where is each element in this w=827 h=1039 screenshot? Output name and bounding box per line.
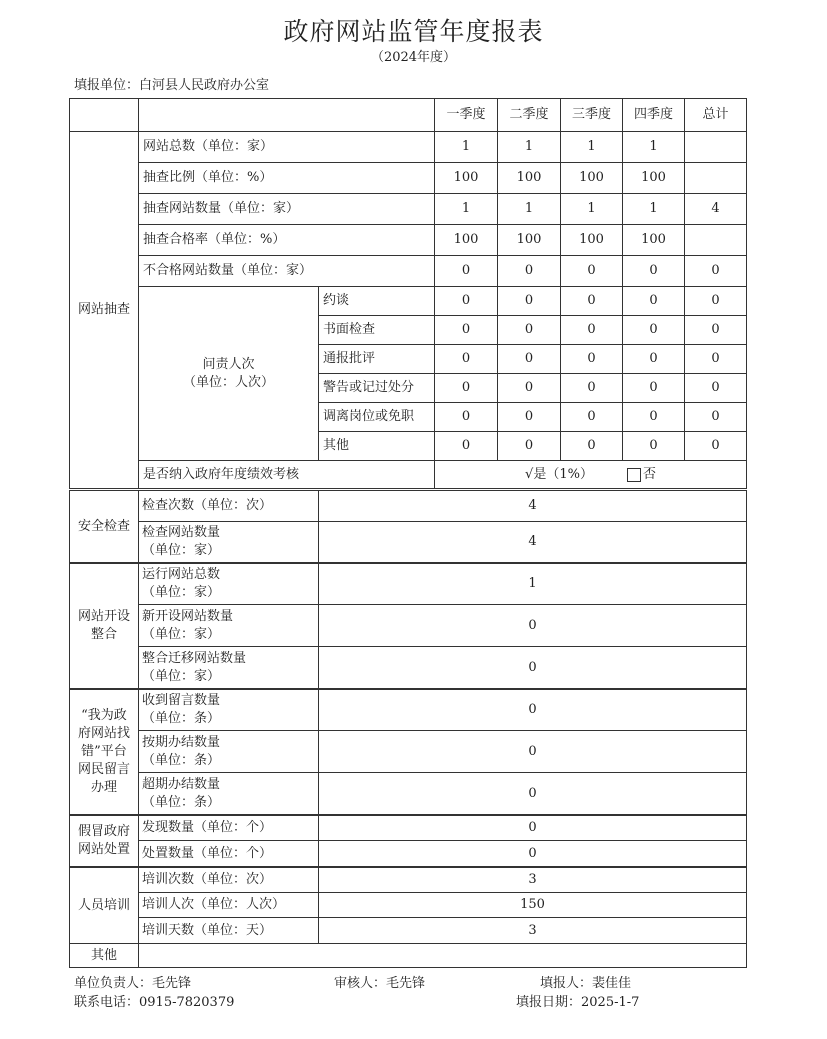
row-label: 处置数量（单位：个）: [138, 840, 319, 867]
value-cell: 0: [560, 344, 623, 374]
accountability-item: 通报批评: [318, 344, 435, 374]
value-cell: 1: [560, 131, 623, 163]
column-header: 四季度: [622, 98, 685, 132]
filler: 填报人：裴佳佳: [540, 976, 632, 991]
value-cell: 0: [434, 286, 498, 316]
value-cell: 4: [318, 490, 747, 522]
value-cell: 0: [684, 286, 747, 316]
row-label: 培训天数（单位：天）: [138, 917, 319, 944]
value-cell: 0: [497, 286, 561, 316]
section-name: 人员培训: [69, 867, 139, 944]
value-cell: 0: [684, 255, 747, 287]
value-cell: 0: [318, 815, 747, 841]
value-cell: 150: [318, 892, 747, 918]
value-cell: 1: [560, 193, 623, 225]
value-cell: 0: [622, 315, 685, 345]
row-label: 发现数量（单位：个）: [138, 815, 319, 841]
column-header: 总计: [684, 98, 747, 132]
row-label: 整合迁移网站数量 （单位：家）: [138, 646, 319, 689]
value-cell: 0: [497, 373, 561, 403]
row-label: 运行网站总数 （单位：家）: [138, 563, 319, 605]
value-cell: 1: [434, 193, 498, 225]
value-cell: 3: [318, 917, 747, 944]
other-label: 其他: [69, 943, 139, 968]
value-cell: 3: [318, 867, 747, 893]
value-cell: 0: [622, 402, 685, 432]
value-cell: 0: [497, 431, 561, 461]
value-cell: 0: [684, 402, 747, 432]
accountability-item: 警告或记过处分: [318, 373, 435, 403]
blank-header-cell: [138, 98, 435, 132]
accountability-label-cell: [138, 286, 319, 461]
reviewer: 审核人：毛先锋: [334, 976, 426, 991]
column-header: 三季度: [560, 98, 623, 132]
column-header: 二季度: [497, 98, 561, 132]
row-label: 超期办结数量 （单位：条）: [138, 772, 319, 815]
other-value: [138, 943, 747, 968]
value-cell: 0: [434, 373, 498, 403]
row-label: 网站总数（单位：家）: [138, 131, 435, 163]
assessment-yes: √是（1%）: [525, 466, 593, 482]
value-cell: 0: [434, 315, 498, 345]
section-name: “我为政 府网站找 错”平台 网民留言 办理: [69, 689, 139, 815]
row-label: 培训人次（单位：人次）: [138, 892, 319, 918]
value-cell: 0: [622, 344, 685, 374]
value-cell: 0: [560, 315, 623, 345]
value-cell: 0: [560, 286, 623, 316]
reporting-unit: 填报单位：白河县人民政府办公室: [74, 78, 270, 93]
row-label: 抽查合格率（单位：%）: [138, 224, 435, 256]
value-cell: 0: [684, 431, 747, 461]
row-label: 收到留言数量 （单位：条）: [138, 689, 319, 731]
value-cell: 100: [434, 224, 498, 256]
accountability-item: 调离岗位或免职: [318, 402, 435, 432]
value-cell: 100: [560, 224, 623, 256]
value-cell: 0: [318, 730, 747, 773]
section-name: 网站开设 整合: [69, 563, 139, 689]
value-cell: [684, 162, 747, 194]
value-cell: 0: [318, 646, 747, 689]
value-cell: 0: [318, 689, 747, 731]
accountability-item: 书面检查: [318, 315, 435, 345]
value-cell: 100: [560, 162, 623, 194]
value-cell: 1: [622, 193, 685, 225]
section-name: 安全检查: [69, 490, 139, 563]
value-cell: 1: [497, 193, 561, 225]
value-cell: 1: [622, 131, 685, 163]
blank-corner-cell: [69, 98, 139, 132]
row-label: 检查次数（单位：次）: [138, 490, 319, 522]
row-label: 抽查比例（单位：%）: [138, 162, 435, 194]
value-cell: 1: [497, 131, 561, 163]
value-cell: 0: [622, 286, 685, 316]
value-cell: 0: [434, 255, 498, 287]
accountability-unit: （单位：人次）: [182, 374, 274, 390]
assessment-options: [434, 460, 747, 489]
value-cell: 4: [684, 193, 747, 225]
value-cell: 100: [622, 224, 685, 256]
accountability-label: 问责人次: [202, 356, 255, 372]
row-label: 检查网站数量 （单位：家）: [138, 521, 319, 563]
row-label: 不合格网站数量（单位：家）: [138, 255, 435, 287]
value-cell: 0: [497, 402, 561, 432]
value-cell: 0: [684, 373, 747, 403]
value-cell: 0: [684, 344, 747, 374]
value-cell: 0: [560, 255, 623, 287]
value-cell: 4: [318, 521, 747, 563]
value-cell: 0: [622, 255, 685, 287]
row-label: 抽查网站数量（单位：家）: [138, 193, 435, 225]
row-label: 培训次数（单位：次）: [138, 867, 319, 893]
value-cell: 0: [622, 373, 685, 403]
value-cell: 1: [434, 131, 498, 163]
value-cell: 0: [560, 373, 623, 403]
checkbox-icon: [627, 468, 641, 482]
assessment-label: 是否纳入政府年度绩效考核: [138, 460, 435, 489]
value-cell: 0: [684, 315, 747, 345]
row-label: 按期办结数量 （单位：条）: [138, 730, 319, 773]
value-cell: 0: [434, 344, 498, 374]
accountability-item: 约谈: [318, 286, 435, 316]
value-cell: 0: [434, 431, 498, 461]
value-cell: 0: [497, 255, 561, 287]
value-cell: 0: [497, 344, 561, 374]
report-date: 填报日期：2025-1-7: [516, 995, 640, 1010]
value-cell: [684, 131, 747, 163]
value-cell: 0: [318, 772, 747, 815]
value-cell: 0: [434, 402, 498, 432]
value-cell: [684, 224, 747, 256]
unit-head: 单位负责人：毛先锋: [74, 976, 192, 991]
value-cell: 100: [497, 224, 561, 256]
row-label: 新开设网站数量 （单位：家）: [138, 604, 319, 647]
value-cell: 0: [497, 315, 561, 345]
value-cell: 100: [622, 162, 685, 194]
value-cell: 1: [318, 563, 747, 605]
value-cell: 0: [318, 604, 747, 647]
value-cell: 0: [622, 431, 685, 461]
assessment-no: 否: [642, 466, 656, 482]
value-cell: 0: [560, 431, 623, 461]
value-cell: 0: [318, 840, 747, 867]
section-name: 假冒政府 网站处置: [69, 815, 139, 867]
value-cell: 100: [434, 162, 498, 194]
contact-phone: 联系电话：0915-7820379: [74, 995, 235, 1010]
value-cell: 100: [497, 162, 561, 194]
page-title: 政府网站监管年度报表: [283, 17, 544, 46]
value-cell: 0: [560, 402, 623, 432]
column-header: 一季度: [434, 98, 498, 132]
accountability-item: 其他: [318, 431, 435, 461]
report-year: （2024年度）: [370, 50, 457, 65]
section-spot-check: 网站抽查: [69, 131, 139, 489]
